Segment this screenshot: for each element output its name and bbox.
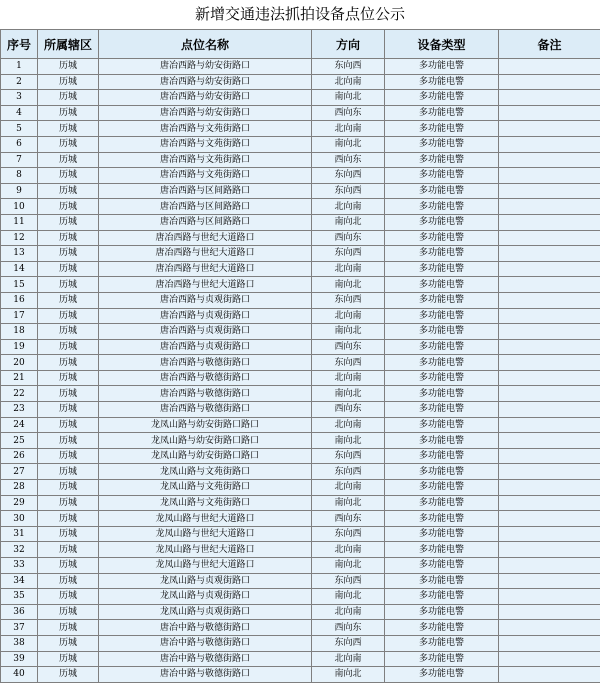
cell-device-type: 多功能电警	[385, 183, 499, 199]
table-row	[1, 542, 600, 558]
cell-direction: 东向西	[312, 292, 385, 308]
cell-district: 历城	[38, 292, 99, 308]
cell-direction: 北向南	[312, 604, 385, 620]
cell-direction: 北向南	[312, 480, 385, 496]
table-row	[1, 417, 600, 433]
cell-device-type: 多功能电警	[385, 667, 499, 683]
cell-district: 历城	[38, 59, 99, 75]
cell-remark	[499, 355, 600, 371]
cell-direction: 东向西	[312, 448, 385, 464]
cell-device-type: 多功能电警	[385, 90, 499, 106]
cell-district: 历城	[38, 511, 99, 527]
cell-no: 11	[1, 214, 38, 230]
cell-no: 24	[1, 417, 38, 433]
table-row	[1, 402, 600, 418]
cell-district: 历城	[38, 417, 99, 433]
cell-location: 唐冶西路与敬德街路口	[99, 402, 312, 418]
cell-location: 唐冶西路与幼安街路口	[99, 59, 312, 75]
cell-no: 6	[1, 136, 38, 152]
cell-no: 30	[1, 511, 38, 527]
cell-no: 12	[1, 230, 38, 246]
cell-remark	[499, 230, 600, 246]
cell-remark	[499, 292, 600, 308]
cell-remark	[499, 121, 600, 137]
cell-location: 龙凤山路与幼安街路口路口	[99, 448, 312, 464]
cell-location: 唐冶西路与敬德街路口	[99, 370, 312, 386]
cell-no: 28	[1, 480, 38, 496]
cell-location: 唐冶西路与区间路路口	[99, 183, 312, 199]
cell-no: 1	[1, 59, 38, 75]
header-device-type: 设备类型	[385, 30, 499, 59]
table-row	[1, 292, 600, 308]
cell-remark	[499, 464, 600, 480]
cell-remark	[499, 604, 600, 620]
cell-device-type: 多功能电警	[385, 589, 499, 605]
cell-location: 龙凤山路与贞观街路口	[99, 573, 312, 589]
table-row	[1, 261, 600, 277]
cell-remark	[499, 495, 600, 511]
cell-district: 历城	[38, 542, 99, 558]
cell-direction: 西向东	[312, 152, 385, 168]
cell-direction: 南向北	[312, 214, 385, 230]
cell-no: 15	[1, 277, 38, 293]
cell-direction: 南向北	[312, 90, 385, 106]
table-row	[1, 90, 600, 106]
cell-device-type: 多功能电警	[385, 511, 499, 527]
table-row	[1, 480, 600, 496]
cell-remark	[499, 511, 600, 527]
cell-remark	[499, 105, 600, 121]
cell-device-type: 多功能电警	[385, 277, 499, 293]
cell-device-type: 多功能电警	[385, 604, 499, 620]
cell-district: 历城	[38, 651, 99, 667]
cell-location: 龙凤山路与世纪大道路口	[99, 558, 312, 574]
cell-remark	[499, 136, 600, 152]
cell-device-type: 多功能电警	[385, 199, 499, 215]
cell-direction: 北向南	[312, 199, 385, 215]
cell-direction: 东向西	[312, 573, 385, 589]
cell-device-type: 多功能电警	[385, 74, 499, 90]
cell-location: 唐冶西路与文苑街路口	[99, 136, 312, 152]
cell-no: 21	[1, 370, 38, 386]
cell-remark	[499, 542, 600, 558]
cell-direction: 南向北	[312, 667, 385, 683]
cell-location: 唐冶西路与幼安街路口	[99, 74, 312, 90]
cell-district: 历城	[38, 433, 99, 449]
cell-remark	[499, 573, 600, 589]
cell-direction: 西向东	[312, 620, 385, 636]
cell-district: 历城	[38, 604, 99, 620]
cell-district: 历城	[38, 90, 99, 106]
cell-direction: 东向西	[312, 168, 385, 184]
cell-direction: 北向南	[312, 651, 385, 667]
cell-no: 26	[1, 448, 38, 464]
cell-device-type: 多功能电警	[385, 355, 499, 371]
cell-device-type: 多功能电警	[385, 121, 499, 137]
table-row	[1, 199, 600, 215]
cell-no: 2	[1, 74, 38, 90]
cell-no: 29	[1, 495, 38, 511]
cell-district: 历城	[38, 199, 99, 215]
cell-no: 22	[1, 386, 38, 402]
table-row	[1, 74, 600, 90]
cell-no: 16	[1, 292, 38, 308]
cell-district: 历城	[38, 136, 99, 152]
cell-device-type: 多功能电警	[385, 59, 499, 75]
header-location: 点位名称	[99, 30, 312, 59]
cell-location: 唐冶西路与世纪大道路口	[99, 246, 312, 262]
table-row	[1, 620, 600, 636]
cell-no: 34	[1, 573, 38, 589]
cell-device-type: 多功能电警	[385, 402, 499, 418]
cell-remark	[499, 480, 600, 496]
cell-direction: 南向北	[312, 589, 385, 605]
cell-device-type: 多功能电警	[385, 433, 499, 449]
cell-device-type: 多功能电警	[385, 324, 499, 340]
cell-no: 32	[1, 542, 38, 558]
cell-location: 龙凤山路与世纪大道路口	[99, 542, 312, 558]
table-row	[1, 604, 600, 620]
header-direction: 方向	[312, 30, 385, 59]
cell-remark	[499, 339, 600, 355]
cell-district: 历城	[38, 589, 99, 605]
cell-device-type: 多功能电警	[385, 526, 499, 542]
cell-district: 历城	[38, 261, 99, 277]
cell-no: 27	[1, 464, 38, 480]
cell-device-type: 多功能电警	[385, 417, 499, 433]
cell-device-type: 多功能电警	[385, 292, 499, 308]
cell-no: 37	[1, 620, 38, 636]
table-row	[1, 526, 600, 542]
cell-district: 历城	[38, 558, 99, 574]
cell-remark	[499, 324, 600, 340]
cell-device-type: 多功能电警	[385, 573, 499, 589]
cell-remark	[499, 620, 600, 636]
cell-device-type: 多功能电警	[385, 214, 499, 230]
table-row	[1, 464, 600, 480]
cell-device-type: 多功能电警	[385, 246, 499, 262]
cell-no: 14	[1, 261, 38, 277]
cell-device-type: 多功能电警	[385, 339, 499, 355]
table-row	[1, 136, 600, 152]
cell-location: 唐冶西路与文苑街路口	[99, 168, 312, 184]
cell-direction: 北向南	[312, 370, 385, 386]
cell-location: 唐冶西路与世纪大道路口	[99, 230, 312, 246]
cell-remark	[499, 402, 600, 418]
cell-direction: 北向南	[312, 542, 385, 558]
cell-no: 4	[1, 105, 38, 121]
table-row	[1, 59, 600, 75]
cell-district: 历城	[38, 667, 99, 683]
header-no: 序号	[1, 30, 38, 59]
cell-remark	[499, 558, 600, 574]
cell-direction: 西向东	[312, 511, 385, 527]
cell-location: 唐冶中路与敬德街路口	[99, 651, 312, 667]
table-row	[1, 214, 600, 230]
cell-direction: 西向东	[312, 105, 385, 121]
table-row	[1, 339, 600, 355]
table-row	[1, 635, 600, 651]
table-row	[1, 495, 600, 511]
cell-direction: 东向西	[312, 464, 385, 480]
cell-direction: 南向北	[312, 558, 385, 574]
cell-no: 25	[1, 433, 38, 449]
cell-no: 17	[1, 308, 38, 324]
table-row	[1, 277, 600, 293]
cell-remark	[499, 74, 600, 90]
cell-direction: 北向南	[312, 74, 385, 90]
cell-location: 唐冶西路与世纪大道路口	[99, 277, 312, 293]
cell-direction: 西向东	[312, 402, 385, 418]
cell-location: 龙凤山路与世纪大道路口	[99, 511, 312, 527]
cell-direction: 东向西	[312, 246, 385, 262]
cell-location: 唐冶中路与敬德街路口	[99, 667, 312, 683]
cell-location: 龙凤山路与文苑街路口	[99, 480, 312, 496]
header-remark: 备注	[499, 30, 600, 59]
cell-district: 历城	[38, 402, 99, 418]
cell-district: 历城	[38, 355, 99, 371]
cell-district: 历城	[38, 214, 99, 230]
cell-remark	[499, 386, 600, 402]
cell-no: 3	[1, 90, 38, 106]
cell-device-type: 多功能电警	[385, 651, 499, 667]
cell-location: 龙凤山路与幼安街路口路口	[99, 433, 312, 449]
cell-location: 唐冶西路与世纪大道路口	[99, 261, 312, 277]
cell-no: 19	[1, 339, 38, 355]
cell-remark	[499, 448, 600, 464]
cell-no: 39	[1, 651, 38, 667]
cell-device-type: 多功能电警	[385, 542, 499, 558]
cell-no: 35	[1, 589, 38, 605]
cell-remark	[499, 90, 600, 106]
cell-device-type: 多功能电警	[385, 448, 499, 464]
cell-location: 龙凤山路与贞观街路口	[99, 589, 312, 605]
page-title: 新增交通违法抓拍设备点位公示	[0, 0, 600, 29]
cell-device-type: 多功能电警	[385, 105, 499, 121]
cell-remark	[499, 277, 600, 293]
cell-direction: 北向南	[312, 261, 385, 277]
table-row	[1, 121, 600, 137]
cell-device-type: 多功能电警	[385, 136, 499, 152]
table-body	[1, 59, 600, 683]
cell-district: 历城	[38, 370, 99, 386]
cell-remark	[499, 417, 600, 433]
cell-location: 唐冶西路与贞观街路口	[99, 292, 312, 308]
table-row	[1, 308, 600, 324]
cell-location: 唐冶西路与文苑街路口	[99, 152, 312, 168]
cell-direction: 西向东	[312, 230, 385, 246]
cell-device-type: 多功能电警	[385, 620, 499, 636]
cell-remark	[499, 526, 600, 542]
table-row	[1, 355, 600, 371]
cell-no: 10	[1, 199, 38, 215]
cell-district: 历城	[38, 635, 99, 651]
cell-remark	[499, 589, 600, 605]
cell-device-type: 多功能电警	[385, 152, 499, 168]
cell-remark	[499, 214, 600, 230]
cell-no: 33	[1, 558, 38, 574]
cell-device-type: 多功能电警	[385, 168, 499, 184]
table-row	[1, 246, 600, 262]
cell-direction: 西向东	[312, 339, 385, 355]
cell-location: 唐冶西路与敬德街路口	[99, 386, 312, 402]
cell-location: 龙凤山路与贞观街路口	[99, 604, 312, 620]
cell-district: 历城	[38, 339, 99, 355]
cell-district: 历城	[38, 74, 99, 90]
cell-district: 历城	[38, 121, 99, 137]
table-row	[1, 230, 600, 246]
table-row	[1, 573, 600, 589]
table-row	[1, 651, 600, 667]
cell-district: 历城	[38, 495, 99, 511]
cell-no: 5	[1, 121, 38, 137]
table-row	[1, 511, 600, 527]
cell-location: 唐冶西路与贞观街路口	[99, 324, 312, 340]
cell-location: 龙凤山路与世纪大道路口	[99, 526, 312, 542]
cell-district: 历城	[38, 230, 99, 246]
cell-location: 唐冶西路与贞观街路口	[99, 339, 312, 355]
cell-direction: 南向北	[312, 495, 385, 511]
table-row	[1, 448, 600, 464]
cell-no: 7	[1, 152, 38, 168]
cell-district: 历城	[38, 386, 99, 402]
table-row	[1, 370, 600, 386]
cell-location: 唐冶西路与敬德街路口	[99, 355, 312, 371]
table-row	[1, 324, 600, 340]
cell-district: 历城	[38, 105, 99, 121]
table-row	[1, 589, 600, 605]
cell-device-type: 多功能电警	[385, 370, 499, 386]
cell-district: 历城	[38, 448, 99, 464]
cell-device-type: 多功能电警	[385, 261, 499, 277]
table-row	[1, 667, 600, 683]
table-row	[1, 386, 600, 402]
cell-direction: 东向西	[312, 635, 385, 651]
cell-device-type: 多功能电警	[385, 635, 499, 651]
cell-location: 唐冶西路与区间路路口	[99, 199, 312, 215]
cell-no: 18	[1, 324, 38, 340]
header-district: 所属辖区	[38, 30, 99, 59]
cell-remark	[499, 370, 600, 386]
cell-direction: 北向南	[312, 121, 385, 137]
cell-remark	[499, 651, 600, 667]
cell-direction: 东向西	[312, 355, 385, 371]
cell-remark	[499, 308, 600, 324]
cell-device-type: 多功能电警	[385, 480, 499, 496]
table-row	[1, 558, 600, 574]
table-row	[1, 152, 600, 168]
cell-district: 历城	[38, 464, 99, 480]
cell-device-type: 多功能电警	[385, 558, 499, 574]
cell-remark	[499, 59, 600, 75]
cell-no: 31	[1, 526, 38, 542]
cell-no: 13	[1, 246, 38, 262]
cell-device-type: 多功能电警	[385, 230, 499, 246]
cell-direction: 北向南	[312, 417, 385, 433]
cell-location: 唐冶西路与贞观街路口	[99, 308, 312, 324]
cell-district: 历城	[38, 324, 99, 340]
cell-remark	[499, 246, 600, 262]
cell-remark	[499, 183, 600, 199]
cell-no: 36	[1, 604, 38, 620]
cell-device-type: 多功能电警	[385, 308, 499, 324]
cell-district: 历城	[38, 573, 99, 589]
cell-no: 38	[1, 635, 38, 651]
cell-remark	[499, 168, 600, 184]
cell-district: 历城	[38, 620, 99, 636]
cell-district: 历城	[38, 246, 99, 262]
cell-district: 历城	[38, 308, 99, 324]
cell-location: 唐冶西路与幼安街路口	[99, 90, 312, 106]
cell-district: 历城	[38, 183, 99, 199]
cell-district: 历城	[38, 152, 99, 168]
cell-location: 龙凤山路与幼安街路口路口	[99, 417, 312, 433]
cell-district: 历城	[38, 277, 99, 293]
cell-location: 唐冶中路与敬德街路口	[99, 620, 312, 636]
cell-location: 龙凤山路与文苑街路口	[99, 495, 312, 511]
cell-remark	[499, 152, 600, 168]
table-row	[1, 168, 600, 184]
cell-direction: 北向南	[312, 308, 385, 324]
table-row	[1, 433, 600, 449]
cell-location: 唐冶中路与敬德街路口	[99, 635, 312, 651]
cell-district: 历城	[38, 480, 99, 496]
cell-direction: 南向北	[312, 136, 385, 152]
cell-location: 唐冶西路与幼安街路口	[99, 105, 312, 121]
cell-direction: 东向西	[312, 526, 385, 542]
cell-no: 20	[1, 355, 38, 371]
cell-district: 历城	[38, 526, 99, 542]
cell-direction: 南向北	[312, 277, 385, 293]
cell-no: 9	[1, 183, 38, 199]
cell-device-type: 多功能电警	[385, 464, 499, 480]
cell-direction: 东向西	[312, 183, 385, 199]
cell-no: 8	[1, 168, 38, 184]
cell-remark	[499, 635, 600, 651]
cell-direction: 东向西	[312, 59, 385, 75]
cell-direction: 南向北	[312, 433, 385, 449]
device-location-table	[0, 29, 600, 683]
cell-direction: 南向北	[312, 324, 385, 340]
table-header-row	[1, 30, 600, 59]
cell-device-type: 多功能电警	[385, 386, 499, 402]
cell-location: 唐冶西路与区间路路口	[99, 214, 312, 230]
cell-no: 23	[1, 402, 38, 418]
cell-remark	[499, 667, 600, 683]
cell-location: 唐冶西路与文苑街路口	[99, 121, 312, 137]
cell-district: 历城	[38, 168, 99, 184]
cell-remark	[499, 199, 600, 215]
cell-remark	[499, 433, 600, 449]
cell-device-type: 多功能电警	[385, 495, 499, 511]
cell-remark	[499, 261, 600, 277]
cell-location: 龙凤山路与文苑街路口	[99, 464, 312, 480]
table-row	[1, 105, 600, 121]
cell-no: 40	[1, 667, 38, 683]
table-row	[1, 183, 600, 199]
cell-direction: 南向北	[312, 386, 385, 402]
